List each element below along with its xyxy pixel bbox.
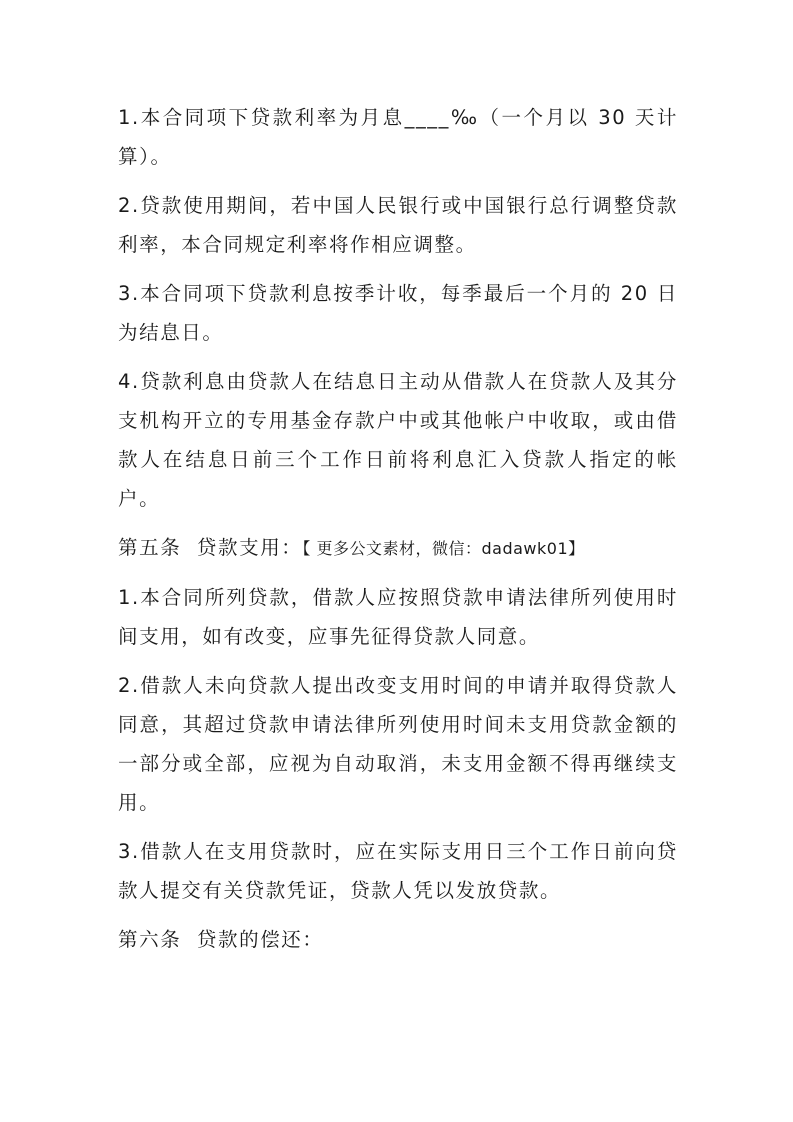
rate-adjustment-clause: 2.贷款使用期间，若中国人民银行或中国银行总行调整贷款利率，本合同规定利率将作相应调整。 <box>118 194 678 256</box>
drawdown-clause-3: 3.借款人在支用贷款时，应在实际支用日三个工作日前向贷款人提交有关贷款凭证，贷款人凭以发放贷款。 <box>118 840 678 902</box>
drawdown-clause-2: 2.借款人未向贷款人提出改变支用时间的申请并取得贷款人同意，其超过贷款申请法律所列使用时间未支用贷款金额的一部分或全部，应视为自动取消，未支用金额不得再继续支用。 <box>118 674 678 814</box>
document-page <box>118 98 678 969</box>
interest-rate-clause: 1.本合同项下贷款利率为月息____‰（一个月以 30 天计算）。 <box>118 106 678 168</box>
interest-collection-clause: 4.贷款利息由贷款人在结息日主动从借款人在贷款人及其分支机构开立的专用基金存款户中或其他帐户中收取，或由借款人在结息日前三个工作日前将利息汇入贷款人指定的帐户。 <box>118 370 678 510</box>
article-6-heading: 第六条 贷款的偿还： <box>118 928 324 951</box>
article-5-note: 【 更多公文素材，微信：dadawk01】 <box>302 539 585 558</box>
article-5-title: 第五条 贷款支用： <box>118 536 303 559</box>
interest-settlement-clause: 3.本合同项下贷款利息按季计收，每季最后一个月的 20 日为结息日。 <box>118 282 678 344</box>
article-5-heading <box>118 528 678 568</box>
drawdown-clause-1: 1.本合同所列贷款，借款人应按照贷款申请法律所列使用时间支用，如有改变，应事先征得贷款人同意。 <box>118 586 678 648</box>
